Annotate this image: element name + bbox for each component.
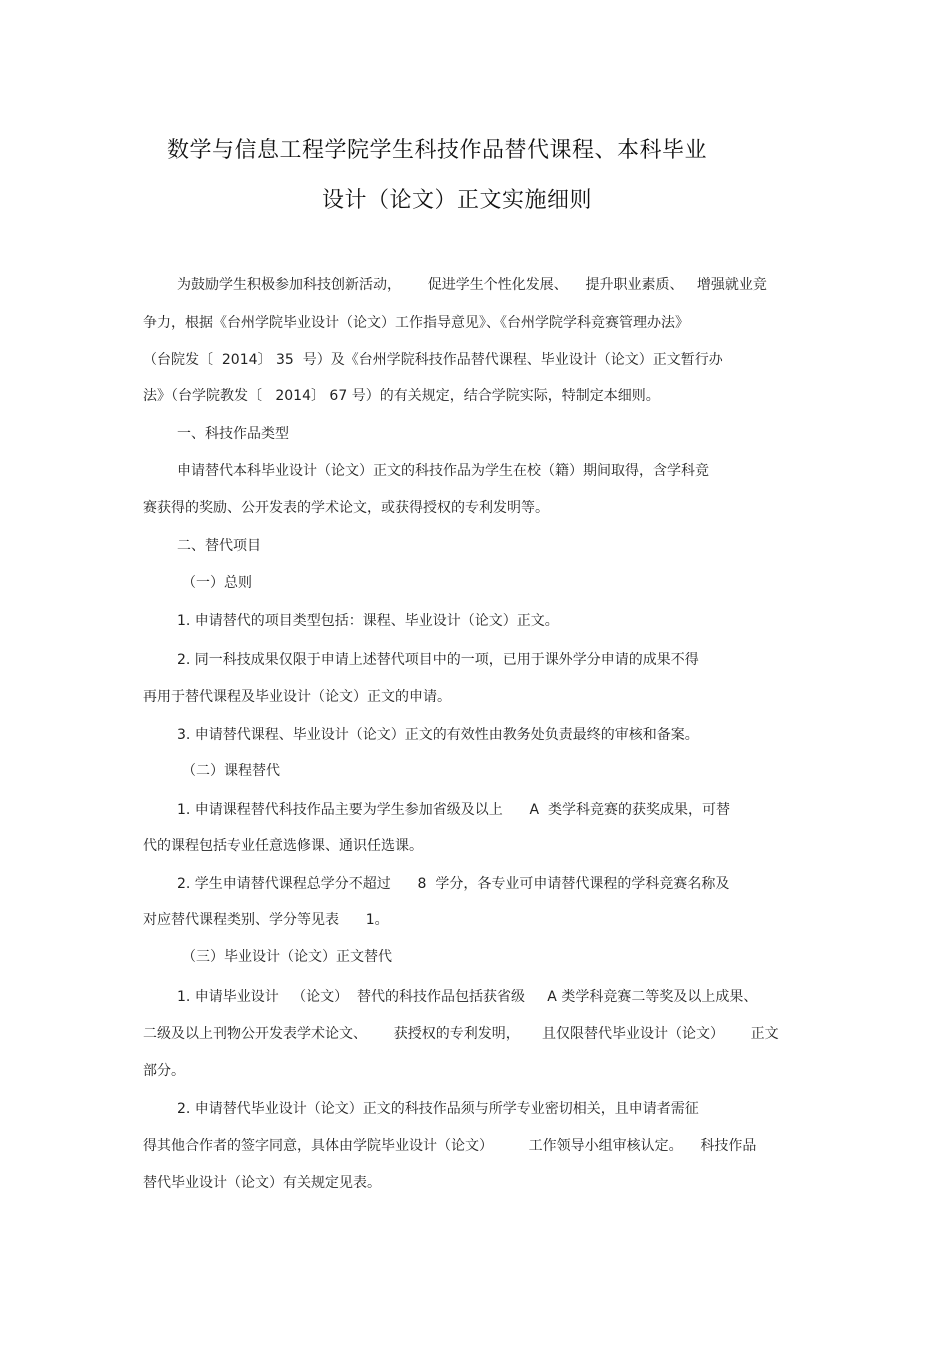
list-item: 2. 同一科技成果仅限于申请上述替代项目中的一项，已用于课外学分申请的成果不得 [177, 652, 699, 668]
paragraph-line: （台院发〔 2014〕 35 号）及《台州学院科技作品替代课程、毕业设计（论文）正文暂行办 [143, 352, 723, 368]
document-title-line-1: 数学与信息工程学院学生科技作品替代课程、本科毕业 [167, 138, 708, 163]
subsection-heading: （二）课程替代 [182, 763, 280, 779]
paragraph-line: 部分。 [143, 1063, 185, 1079]
paragraph-line: 申请替代本科毕业设计（论文）正文的科技作品为学生在校（籍）期间取得，含学科竞 [177, 463, 709, 479]
paragraph-line: 法》（台学院教发〔 2014〕 67 号）的有关规定，结合学院实际，特制定本细则。 [143, 388, 660, 404]
list-item: 1. 申请替代的项目类型包括：课程、毕业设计（论文）正文。 [177, 613, 559, 629]
list-item: 2. 申请替代毕业设计（论文）正文的科技作品须与所学专业密切相关，且申请者需征 [177, 1101, 699, 1117]
list-item: 1. 申请课程替代科技作品主要为学生参加省级及以上 A 类学科竞赛的获奖成果，可替 [177, 802, 730, 818]
paragraph-line: 再用于替代课程及毕业设计（论文）正文的申请。 [143, 689, 451, 705]
paragraph-line: 得其他合作者的签字同意，具体由学院毕业设计（论文） 工作领导小组审核认定。 科技作品 [143, 1138, 757, 1154]
list-item: 3. 申请替代课程、毕业设计（论文）正文的有效性由教务处负责最终的审核和备案。 [177, 727, 699, 743]
paragraph-line: 替代毕业设计（论文）有关规定见表。 [143, 1175, 381, 1191]
list-item: 2. 学生申请替代课程总学分不超过 8 学分，各专业可申请替代课程的学科竞赛名称及 [177, 876, 730, 892]
list-item: 1. 申请毕业设计 （论文） 替代的科技作品包括获省级 A 类学科竞赛二等奖及以上成果、 [177, 989, 758, 1005]
paragraph-line: 对应替代课程类别、学分等见表 1。 [143, 912, 389, 928]
paragraph-line: 二级及以上刊物公开发表学术论文、 获授权的专利发明， 且仅限替代毕业设计（论文） 正文 [143, 1026, 779, 1042]
subsection-heading: （三）毕业设计（论文）正文替代 [182, 949, 392, 965]
paragraph-line: 争力，根据《台州学院毕业设计（论文）工作指导意见》、《台州学院学科竞赛管理办法》 [143, 315, 689, 331]
paragraph-line: 为鼓励学生积极参加科技创新活动， 促进学生个性化发展、 提升职业素质、 增强就业竞 [177, 277, 767, 293]
section-heading: 一、科技作品类型 [177, 426, 289, 442]
subsection-heading: （一）总则 [182, 575, 252, 591]
section-heading: 二、替代项目 [177, 538, 261, 554]
paragraph-line: 代的课程包括专业任意选修课、通识任选课。 [143, 838, 423, 854]
document-title-line-2: 设计（论文）正文实施细则 [322, 188, 593, 213]
paragraph-line: 赛获得的奖励、公开发表的学术论文，或获得授权的专利发明等。 [143, 500, 549, 516]
